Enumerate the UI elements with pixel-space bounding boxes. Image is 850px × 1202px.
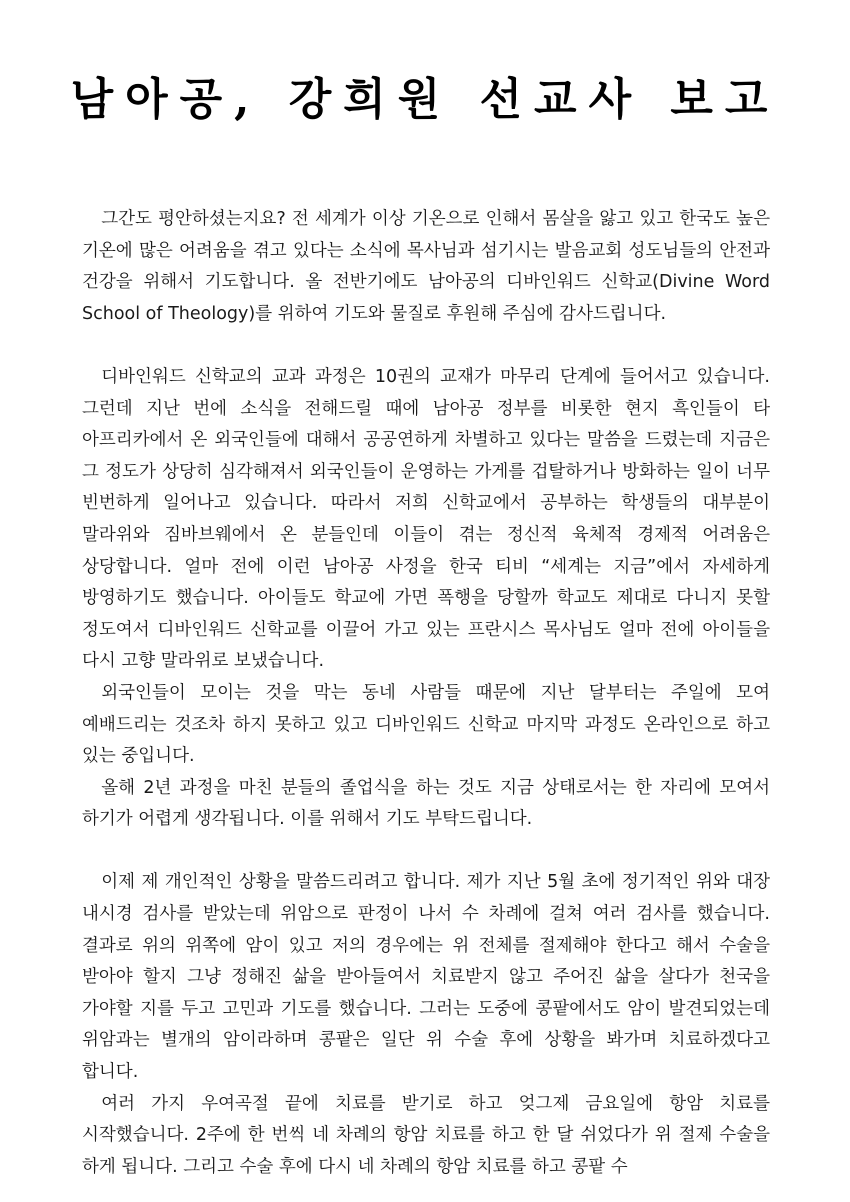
paragraph-graduation: 올해 2년 과정을 마친 분들의 졸업식을 하는 것도 지금 상태로서는 한 자리에 모여서 하기가 어렵게 생각됩니다. 이를 위해서 기도 부탁드립니다. (82, 777, 770, 830)
paragraph-worship-online: 외국인들이 모이는 것을 막는 동네 사람들 때문에 지난 달부터는 주일에 모여 예배드리는 것조차 하지 못하고 있고 디바인워드 신학교 마지막 과정도 온라인으로 하고 있는 중입니다. (82, 682, 770, 767)
paragraph-greeting: 그간도 평안하셨는지요? 전 세계가 이상 기온으로 인해서 몸살을 앓고 있고 한국도 높은 기온에 많은 어려움을 겪고 있다는 소식에 목사님과 섬기시는 발음교회 성도님들의 안전과 건강을 위해서 기도합니다. 올 전반기에도 남아공의 디바인워드 신학교(Divine Word School of Theology)를 위하여 기도와 물질로 후원해 주심에 감사드립니다. (82, 209, 770, 324)
paragraph-school-situation: 디바인워드 신학교의 교과 과정은 10권의 교재가 마무리 단계에 들어서고 있습니다. 그런데 지난 번에 소식을 전해드릴 때에 남아공 정부를 비롯한 현지 흑인들이 타 아프리카에서 온 외국인들에 대해서 공공연하게 차별하고 있다는 말씀을 드렸는데 지금은 그 정도가 상당히 심각해져서 외국인들이 운영하는 가게를 겁탈하거나 방화하는 일이 너무 빈번하게 일어나고 있습니다. 따라서 저희 신학교에서 공부하는 학생들의 대부분이 말라위와 짐바브웨에서 온 분들인데 이들이 겪는 정신적 육체적 경제적 어려움은 상당합니다. 얼마 전에 이런 남아공 사정을 한국 티비 “세계는 지금”에서 자세하게 방영하기도 했습니다. 아이들도 학교에 가면 폭행을 당할까 학교도 제대로 다니지 못할 정도여서 디바인워드 신학교를 이끌어 가고 있는 프란시스 목사님도 얼마 전에 아이들을 다시 고향 말라위로 보냈습니다. (82, 366, 770, 672)
paragraph-treatment-plan: 여러 가지 우여곡절 끝에 치료를 받기로 하고 엊그제 금요일에 항암 치료를 시작했습니다. 2주에 한 번씩 네 차례의 항암 치료를 하고 한 달 쉬었다가 위 절제 수술을 하게 됩니다. 그리고 수술 후에 다시 네 차례의 항암 치료를 하고 콩팥 수 (82, 1093, 770, 1177)
paragraph-personal-health: 이제 제 개인적인 상황을 말씀드리려고 합니다. 제가 지난 5월 초에 정기적인 위와 대장 내시경 검사를 받았는데 위암으로 판정이 나서 수 차례에 걸쳐 여러 검사를 했습니다. 결과로 위의 위쪽에 암이 있고 저의 경우에는 위 전체를 절제해야 한다고 해서 수술을 받아야 할지 그냥 정해진 삶을 받아들여서 치료받지 않고 주어진 삶을 살다가 천국을 가야할 지를 두고 고민과 기도를 했습니다. 그러는 도중에 콩팥에서도 암이 발견되었는데 위암과는 별개의 암이라하며 콩팥은 일단 위 수술 후에 상황을 봐가며 치료하겠다고 합니다. (82, 872, 770, 1083)
document-body (82, 204, 770, 1183)
document-title: 남아공, 강희원 선교사 보고 (70, 74, 780, 125)
